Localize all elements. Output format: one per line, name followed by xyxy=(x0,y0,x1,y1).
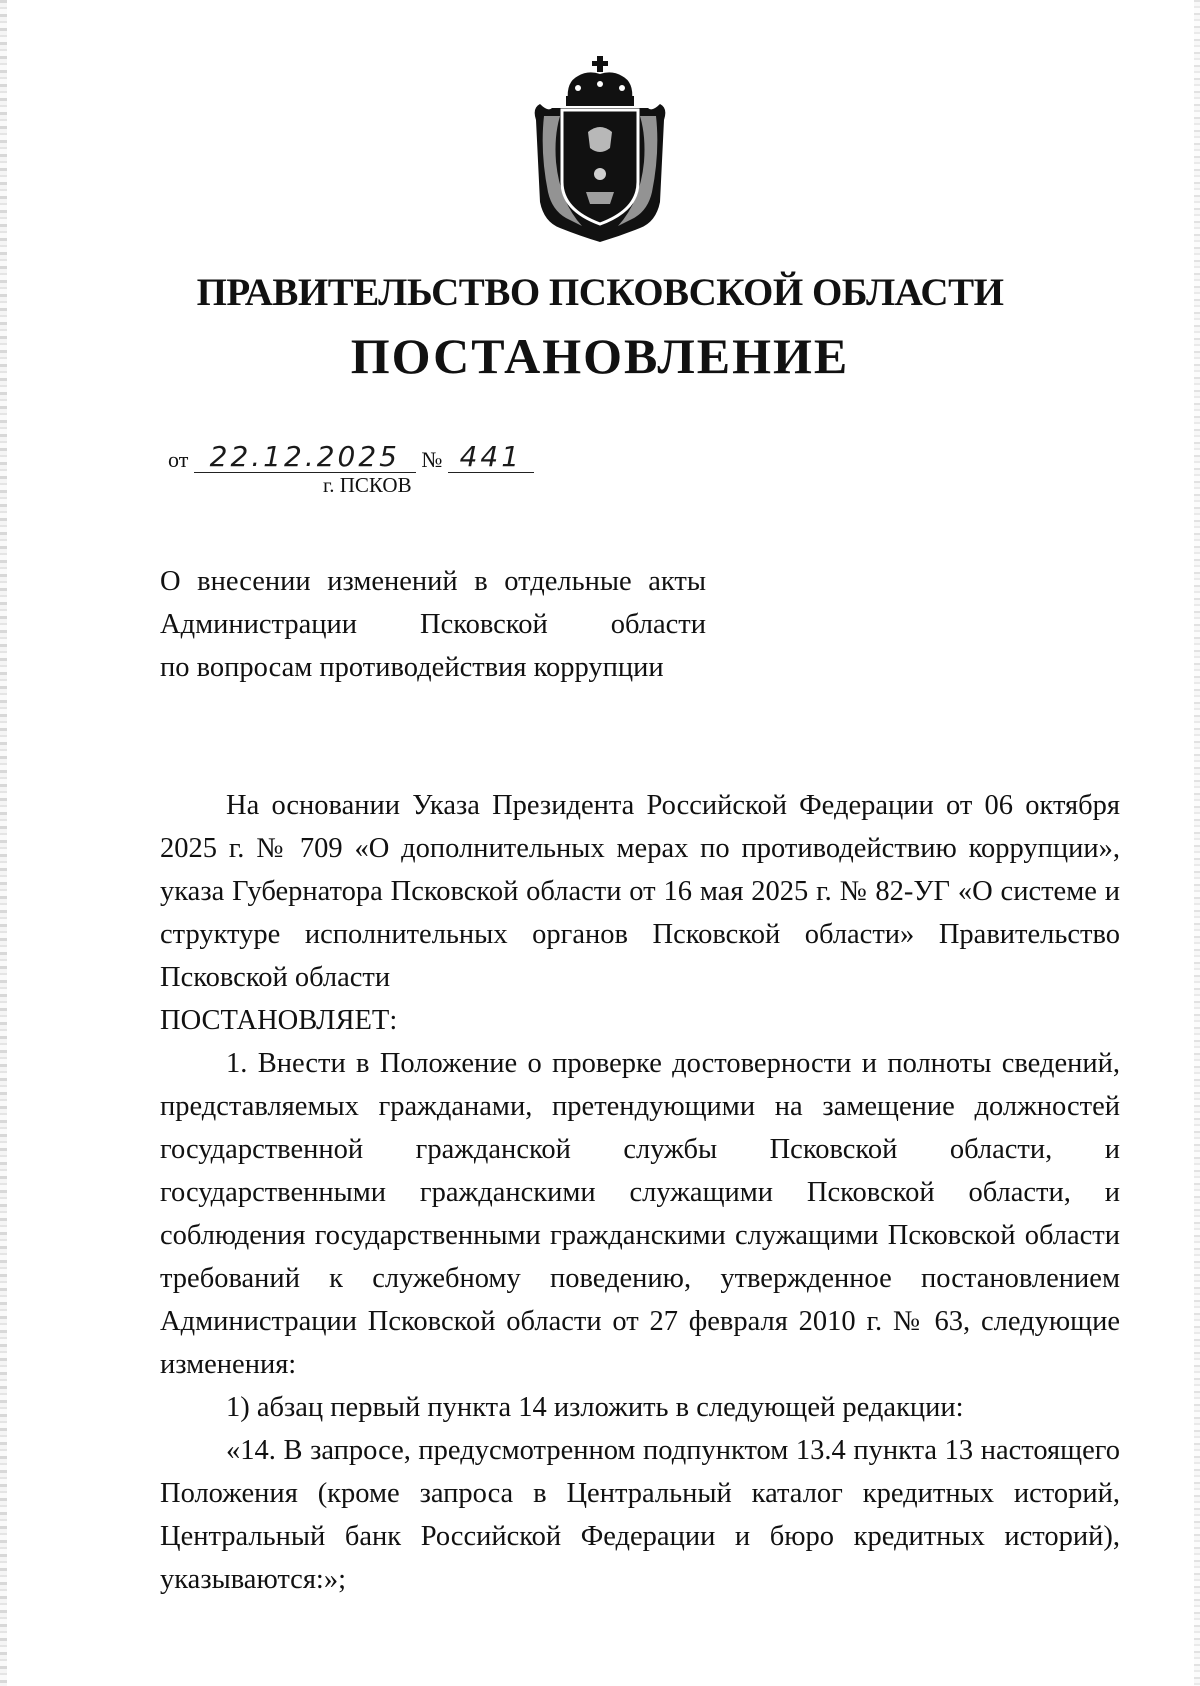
body-paragraph-preamble: На основании Указа Президента Российской Федерации от 06 октября 2025 г. № 709 «О дополнительных мерах по противодействию коррупции», указа Губернатора Псковской области от 16 мая 2025 г. № 82-УГ «О системе и структуре исполнительных органов Псковской области» Правительство Псковской области xyxy=(160,790,1120,993)
handwritten-date: 22.12.2025 xyxy=(194,442,416,473)
body-paragraph-resolves: ПОСТАНОВЛЯЕТ: xyxy=(160,1005,398,1036)
body-paragraph-subitem-1: 1) абзац первый пункта 14 изложить в следующей редакции: xyxy=(226,1392,964,1423)
subject-line: по вопросам противодействия коррупции xyxy=(160,652,664,683)
handwritten-number: 441 xyxy=(448,442,534,473)
number-prefix: № xyxy=(421,447,443,472)
registration-line xyxy=(168,442,534,472)
subject-line: Администрации Псковской области xyxy=(160,609,706,640)
organization-title: ПРАВИТЕЛЬСТВО ПСКОВСКОЙ ОБЛАСТИ xyxy=(196,271,1004,314)
pskov-oblast-coat-of-arms-icon xyxy=(530,52,670,244)
subject-line: О внесении изменений в отдельные акты xyxy=(160,566,706,597)
body-paragraph-item-1: 1. Внести в Положение о проверке достоверности и полноты сведений, представляемых гражданами, претендующими на замещение должностей государственной гражданской службы Псковской области, и государственными гражданскими служащими Псковской области, и соблюдения государственными гражданскими служащими Псковской области требований к служебному поведению, утвержденное постановлением Администрации Псковской области от 27 февраля 2010 г. № 63, следующие изменения: xyxy=(160,1048,1120,1380)
scan-edge-right xyxy=(1194,0,1200,1686)
city-label: г. ПСКОВ xyxy=(323,473,412,497)
date-prefix: от xyxy=(168,447,189,472)
document-subject xyxy=(160,560,706,689)
document-type-title: ПОСТАНОВЛЕНИЕ xyxy=(350,328,850,384)
body-paragraph-quote-14: «14. В запросе, предусмотренном подпунктом 13.4 пункта 13 настоящего Положения (кроме запроса в Центральный каталог кредитных историй, Центральный банк Российской Федерации и бюро кредитных историй), указываются:»; xyxy=(160,1435,1120,1595)
document-body xyxy=(160,784,1120,1601)
scan-edge-left xyxy=(0,0,7,1686)
